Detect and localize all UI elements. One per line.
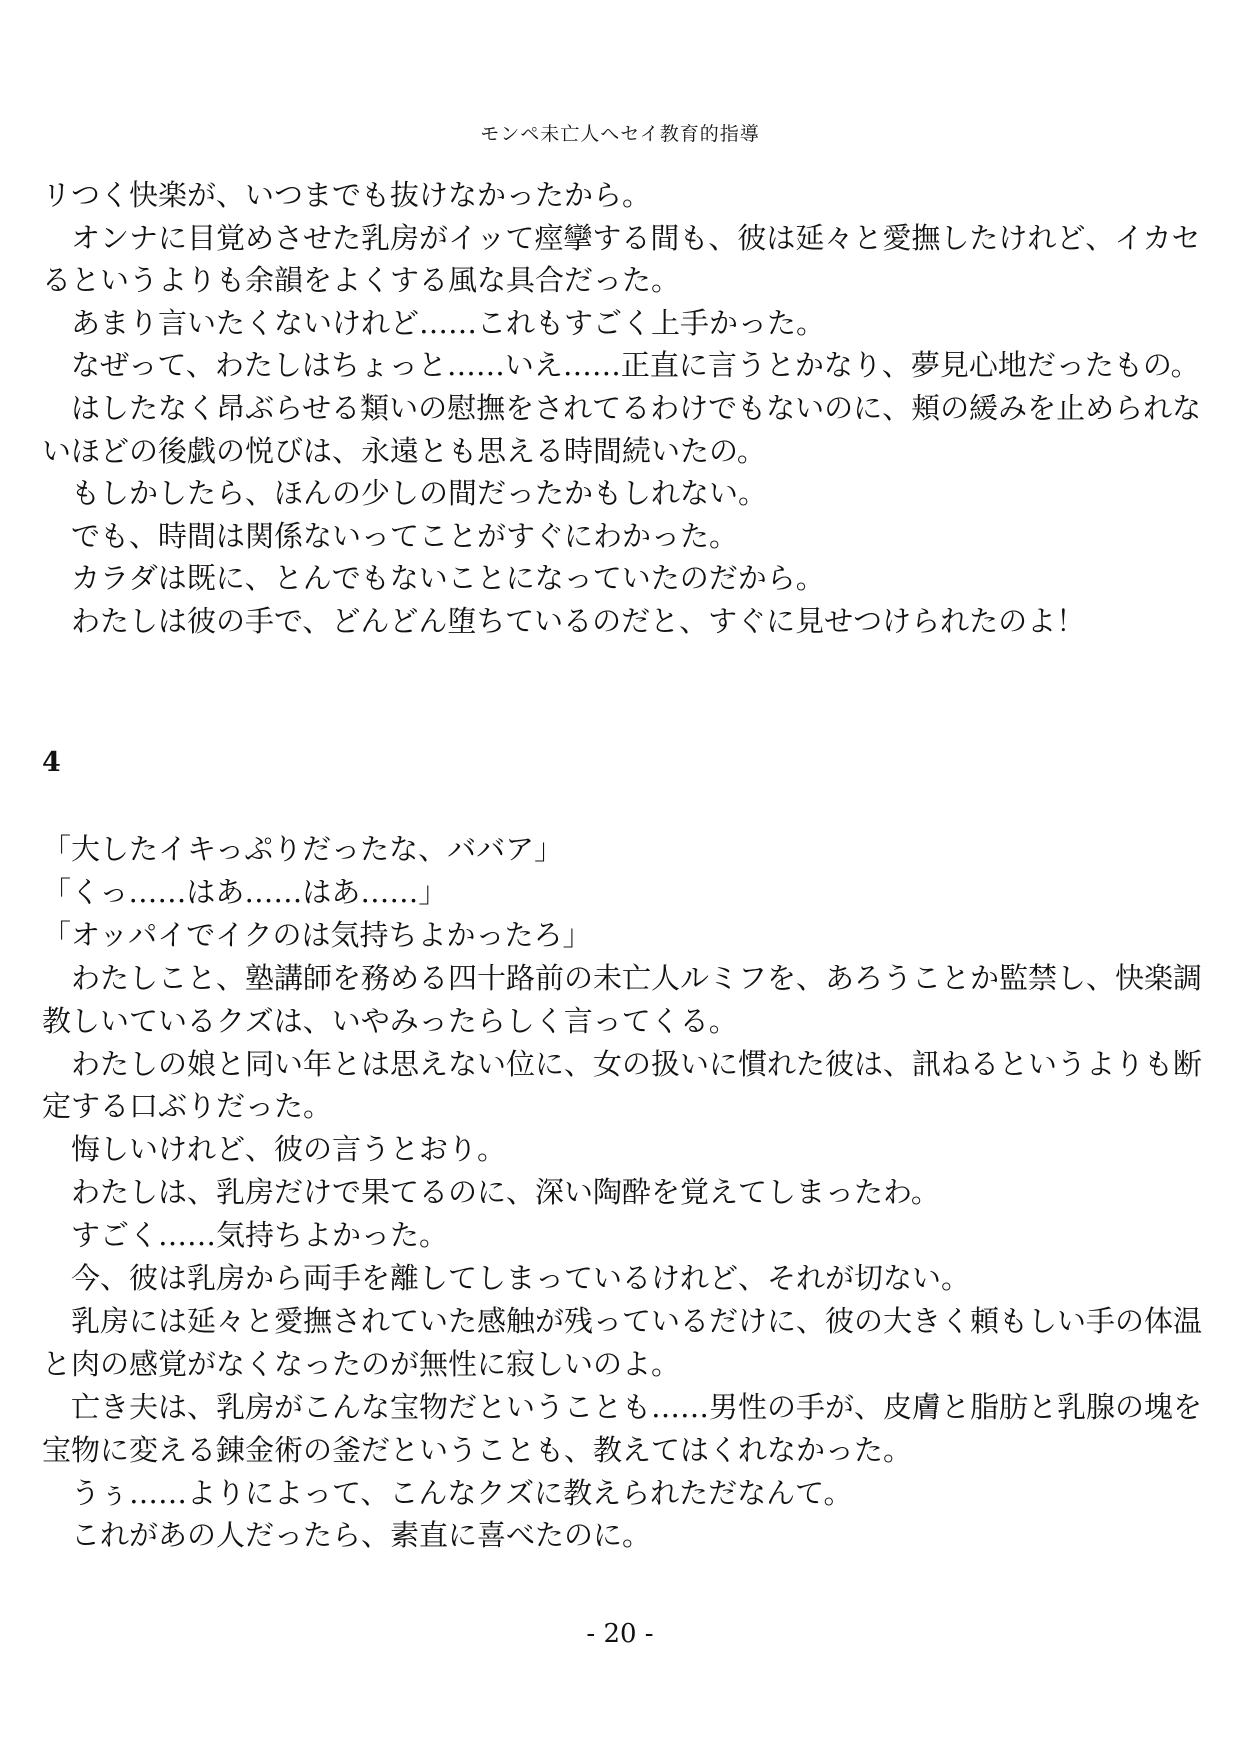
page-number: - 20 - [586,1619,654,1649]
text-line: と肉の感覚がなくなったのが無性に寂しいのよ。 [42,1346,681,1381]
text-line: 定する口ぶりだった。 [42,1089,333,1124]
text-line: オンナに目覚めさせた乳房がイッて痙攣する間も、彼は延々と愛撫したけれど、イカセ [42,220,1201,255]
text-line: 今、彼は乳房から両手を離してしまっているけれど、それが切ない。 [42,1261,971,1295]
text-line: 「くっ……はあ……はあ……」 [42,874,448,909]
text-line: すごく……気持ちよかった。 [42,1218,449,1253]
section-heading: 4 [42,747,61,778]
text-line: これがあの人だったら、素直に喜べたのに。 [42,1518,652,1553]
text-line: 亡き夫は、乳房がこんな宝物だということも……男性の手が、皮膚と脂肪と乳腺の塊を [42,1389,1203,1424]
text-line: わたしの娘と同い年とは思えない位に、女の扱いに慣れた彼は、訊ねるというよりも断 [42,1046,1203,1081]
text-line: 教しいているクズは、いやみったらしく言ってくる。 [42,1003,738,1038]
text-line: でも、時間は関係ないってことがすぐにわかった。 [42,518,739,553]
text-line: カラダは既に、とんでもないことになっていたのだから。 [42,561,825,596]
text-line: あまり言いたくないけれど……これもすごく上手かった。 [42,305,826,340]
text-line: 「オッパイでイクのは気持ちよかったろ」 [42,917,592,952]
text-line: わたしこと、塾講師を務める四十路前の未亡人ルミフを、あろうことか監禁し、快楽調 [42,960,1203,995]
running-header: モンペ未亡人へセイ教育的指導 [480,123,760,145]
text-line: わたしは彼の手で、どんどん堕ちているのだと、すぐに見せつけられたのよ！ [42,604,1086,638]
text-line: はしたなく昂ぶらせる類いの慰撫をされてるわけでもないのに、頬の緩みを止められな [42,391,1202,425]
text-line: もしかしたら、ほんの少しの間だったかもしれない。 [42,476,768,511]
text-line: 宝物に変える錬金術の釜だということも、教えてはくれなかった。 [42,1432,913,1467]
text-line: るというよりも余韻をよくする風な具合だった。 [42,263,681,298]
text-line: なぜって、わたしはちょっと……いえ……正直に言うとかなり、夢見心地だったもの。 [42,348,1200,383]
text-line: 乳房には延々と愛撫されていた感触が残っているだけに、彼の大きく頼もしい手の体温 [42,1303,1203,1338]
text-line: 「大したイキっぷりだったな、ババア」 [42,832,564,866]
text-line: わたしは、乳房だけで果てるのに、深い陶酔を覚えてしまったわ。 [42,1175,940,1210]
text-line: うぅ……よりによって、こんなクズに教えられただなんて。 [42,1475,853,1510]
text-line: いほどの後戯の悦びは、永遠とも思える時間続いたの。 [42,433,766,468]
text-line: リつく快楽が、いつまでも抜けなかったから。 [42,178,652,212]
text-line: 悔しいけれど、彼の言うとおり。 [42,1132,507,1167]
